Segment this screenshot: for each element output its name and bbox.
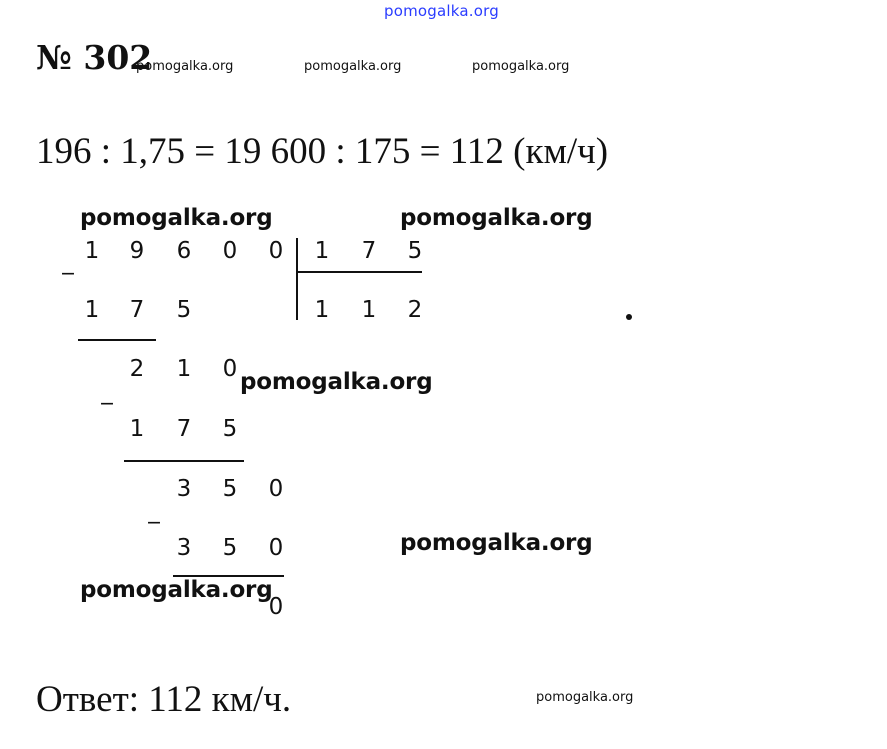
equation: 196 : 1,75 = 19 600 : 175 = 112 (км/ч) [36, 131, 609, 172]
remainder-digit: 3 [176, 476, 192, 502]
dividend-digit: 9 [129, 238, 145, 264]
remainder-digit: 2 [129, 356, 145, 382]
watermark-top: pomogalka.org [384, 2, 499, 20]
remainder-digit: 0 [268, 476, 284, 502]
subtrahend-digit: 5 [176, 297, 192, 323]
subtrahend-digit: 3 [176, 535, 192, 561]
watermark-big: pomogalka.org [400, 530, 593, 556]
watermark-small: pomogalka.org [136, 59, 234, 74]
watermark-big: pomogalka.org [240, 369, 433, 395]
watermark-small: pomogalka.org [536, 690, 634, 705]
remainder-digit: 5 [222, 476, 238, 502]
subtraction-line [78, 339, 156, 341]
quotient-digit: 1 [361, 297, 377, 323]
watermark-big: pomogalka.org [80, 577, 273, 603]
division-bracket-horizontal [296, 271, 422, 273]
dividend-digit: 0 [222, 238, 238, 264]
problem-number: № 302 [36, 38, 153, 77]
subtraction-line [124, 460, 244, 462]
divisor-digit: 1 [314, 238, 330, 264]
watermark-big: pomogalka.org [400, 205, 593, 231]
dividend-digit: 1 [84, 238, 100, 264]
subtrahend-digit: 1 [84, 297, 100, 323]
minus-sign: _ [62, 249, 74, 275]
final-remainder: 0 [268, 594, 284, 620]
remainder-digit: 0 [222, 356, 238, 382]
answer: Ответ: 112 км/ч. [36, 679, 292, 720]
dividend-digit: 0 [268, 238, 284, 264]
subtrahend-digit: 0 [268, 535, 284, 561]
minus-sign: _ [101, 379, 113, 405]
watermark-small: pomogalka.org [472, 59, 570, 74]
divisor-digit: 7 [361, 238, 377, 264]
quotient-digit: 1 [314, 297, 330, 323]
subtrahend-digit: 1 [129, 416, 145, 442]
dot-mark [626, 314, 632, 320]
remainder-digit: 1 [176, 356, 192, 382]
watermark-big: pomogalka.org [80, 205, 273, 231]
subtrahend-digit: 7 [176, 416, 192, 442]
watermark-small: pomogalka.org [304, 59, 402, 74]
subtrahend-digit: 7 [129, 297, 145, 323]
subtrahend-digit: 5 [222, 416, 238, 442]
quotient-digit: 2 [407, 297, 423, 323]
dividend-digit: 6 [176, 238, 192, 264]
divisor-digit: 5 [407, 238, 423, 264]
subtrahend-digit: 5 [222, 535, 238, 561]
division-bracket-vertical [296, 238, 298, 320]
minus-sign: _ [148, 498, 160, 524]
